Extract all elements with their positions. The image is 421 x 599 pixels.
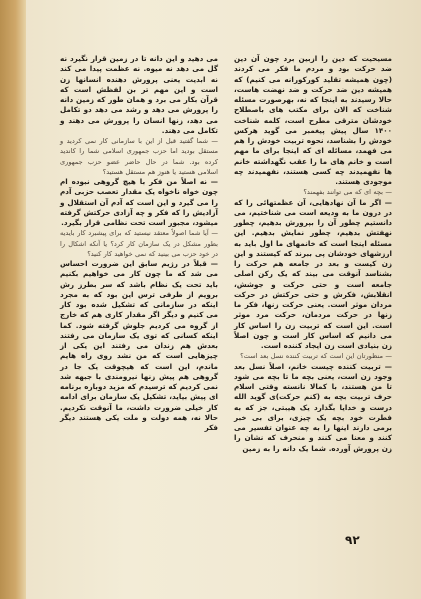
interviewer-question: — آیا شما اصولاً معتقد نیستید که برای پیشبرد کار بایدیه بطور مشکل در یک سازمان کار کرد؟ یا آنکه اشکال را در خود حزب می بینید که نمی خواهید کار کنید؟ xyxy=(60,229,218,258)
paragraph: — قبلاً در رژیم سابق این ضرورت احساس می شد که ما چون کار می خواهیم بکنیم باید تحت یک نظام باشد که سر بطرز رش برویم از طرفی ترس این بود که به مجرد اینکه در سازمانی که تشکیل شده بود کار می کنیم و دیگر اگر مقدار کاری هم که خارج از گروه می کردیم جلوش گرفته شود. کما اینکه کسانی که توی یک سازمان می رفتند بعدش هم زندان می رفتند این یکی از چیزهایی است که من نشد روی راه هایم ماندم، این است که هیچوقت یک جا در گروهی هم پیش زنها نیرومندی با جبهه شد نمی کردیم که ترسیدم که مزید دوباره برنامه ای پیش بیاید، تشکیل یک سازمان برای ادامه کار خیلی ضرورت داشت، ما آنوقت نکردیم. حالا نه، همه دولت و ملت یکی هستند دیگر فکر xyxy=(60,259,218,432)
interviewer-question: — منظورتان این است که تربیت کننده نسل بعد است؟ xyxy=(240,352,392,361)
paragraph: — تربیت کننده چیست خانم، اصلاً نسل بعد وجود زن است، یعنی بچه ما تا بچه می شود تا من هستند، با کمالا نانسته وقتی اسلام حرف تربیت بچه به (کنم حرکت)ی گوید الله درست و خدایا بگذارد یک هیبتی، جز که به فطرت خود بچه یک چیزی، برای بی خبر برمی دارند اینها را به چه عنوان تفسیر می کنند و معنا می کنند و منحرف که نشان را زن پرورش آورده. شما یک دانه را به زمین xyxy=(234,361,392,453)
paragraph: مسیحیت که دین را ازبین برد چون آن دین ضد حرکت بود و مردم ما فکر می کردند (چون همیشه تقلید کورکورانه می کنیم) که همیشه دین ضد حرکت و ضد نهضت هاست، حالا رسیدند به اینجا که نه، بهرصورت مسئله شناخت که الان برای مکتب های باصطلاح خودشان مترقی مطرح است، کلمه شناخت ۱۴۰۰ سال پیش پیغمبر می گوید هرکس خودش را بشناسد، نحوه تربیت خودش را هم می فهمد، مسائله ای که اینجا برای ما مهم است و خانم های ما را عقب نگهداشته خانم ها نفهمیدند چه کسی هستند، نفهمیدند چه موجودی هستند. xyxy=(234,54,392,186)
left-text-column xyxy=(60,54,218,433)
interviewer-question: — بچه ای که می توانند بفهمند؟ xyxy=(303,188,392,197)
right-text-column xyxy=(234,54,392,454)
page-number: ۹۲ xyxy=(345,533,360,547)
interviewer-question: — شما گفتید قبل از این با سازمانی کار نمی کردید و مستقل بودید اما حزب جمهوری اسلامی شما را کاندید کرده بود. شما در حال حاضر عضو حزب جمهوری اسلامی هستید یا هنوز هم مستقل هستید؟ xyxy=(60,137,218,176)
paragraph: می دهید و این دانه تا در زمین قرار نگیرد نه گل می دهد نه میوه. نه عظمت پیدا می کند نه ابدیت یعنی پرورش دهنده انسانها زن است و این مهم تر بن لفظش است که قرآن بکار می برد و همان طور که زمین دانه را پرورش می دهد و رشد می دهد دو تکامل می دهد، زنها انسان را پرورش می دهند و تکامل می دهند. xyxy=(60,54,218,135)
paragraph: — اگر ما آن نهادهایی، آن عظمتهائی را که در درون ما به ودیعه است می شناختیم، می دانستیم چطور آن را بپرورش بدهیم، چطور نهفتش بدهیم، چطور نمایش بدهیم. این مسئله اینجا است که خانمهای ما اول باید به ارزشهای خودشان پی ببرند که کیستند و این زن کیست و بعد در جامعه هم حرکت را بشناسد آنوقت می بیند که یک رکن اصلی جامعه است و حتی حرکت و جوشش، انقلابش، فکرش و حتی حرکتش در حرکت مردان موثر است. یعنی حرکت زنها، فکر ما زنها در حرکت مردمان، حرکت مرد موثر است. این است که تربیت زن را اساس کار می دانیم که اساس کار است و چون اصلاً زن بنیادی است زن ایجاد کننده است. xyxy=(234,197,392,350)
page-binding-edge xyxy=(0,0,26,599)
paragraph: — نه اصلاً من فکر با هیچ گروهی نبوده ام چون خواه ناخواه یک مقدار تعصب حزبی آدم را می گیرد و این است که آدم آن استقلال و آزادیش را که فکر و چه آزادی حرکتش گرفته میشود، مجبور است تحت نظامی قرار بگیرد. xyxy=(60,177,218,227)
